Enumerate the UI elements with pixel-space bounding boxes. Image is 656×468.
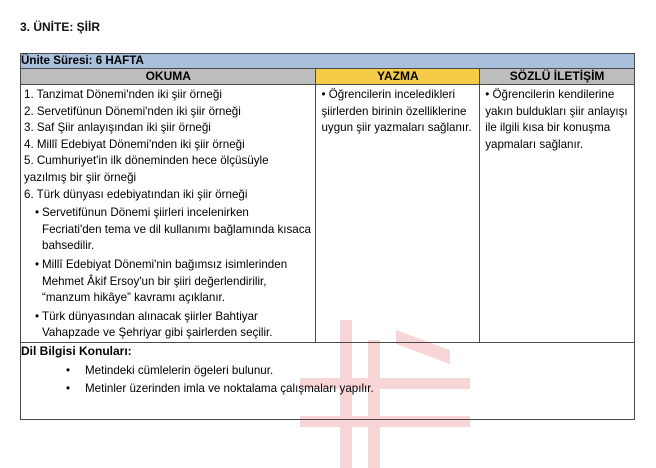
bullet-icon: • <box>35 206 40 220</box>
okuma-item <box>24 187 311 342</box>
unit-title: 3. ÜNİTE: ŞİİR <box>20 20 101 34</box>
sozlu-cell <box>480 85 635 343</box>
grammar-list <box>21 363 634 398</box>
grammar-cell <box>21 342 635 419</box>
okuma-sub-item-text: Millî Edebiyat Dönemi'nin bağımsız isimlerinden Mehmet Âkif Ersoy'un bir şiiri değerlendirilir, “manzum hikâye” kavramı açıklanır. <box>42 257 288 305</box>
unit-plan-table <box>20 53 635 420</box>
okuma-item: 5. Cumhuriyet'in ilk döneminden hece ölçüsüyle yazılmış bir şiir örneği <box>24 154 269 184</box>
bullet-icon: • <box>35 309 40 323</box>
okuma-list <box>21 85 315 342</box>
yazma-text: • Öğrencilerin inceledikleri şiirlerden birinin özelliklerine uygun şiir yazmaları sağlanır. <box>321 88 472 135</box>
header-sozlu: SÖZLÜ İLETİŞİM <box>480 69 635 85</box>
okuma-sub-item-text: Türk dünyasından alınacak şiirler Bahtiyar Vahapzade ve Şehriyar gibi şairlerden seçilir. <box>42 309 273 340</box>
grammar-item-text: Metindeki cümlelerin ögeleri bulunur. <box>85 363 274 377</box>
okuma-item: 4. Millî Edebiyat Dönemi'nden iki şiir örneği <box>24 137 245 151</box>
grammar-item-text: Metinler üzerinden imla ve noktalama çalışmaları yapılır. <box>85 382 374 396</box>
okuma-cell <box>21 85 316 343</box>
sozlu-text: • Öğrencilerin kendilerine yakın buldukları şiir anlayışı ile ilgili kısa bir konuşma yapmaları sağlanır. <box>485 88 628 151</box>
header-yazma: YAZMA <box>316 69 480 85</box>
duration-row <box>21 54 635 69</box>
okuma-item-text: 6. Türk dünyası edebiyatından iki şiir örneği <box>24 187 248 201</box>
grammar-title: Dil Bilgisi Konuları: <box>21 343 132 358</box>
okuma-sub-item <box>35 309 311 342</box>
yazma-cell <box>316 85 480 343</box>
okuma-item: 2. Servetifünun Dönemi'nden iki şiir örneği <box>24 104 241 118</box>
grammar-item <box>66 363 634 380</box>
okuma-sub-item <box>35 205 311 255</box>
okuma-item: 3. Saf Şiir anlayışından iki şiir örneği <box>24 121 211 135</box>
okuma-sub-item <box>35 257 311 307</box>
grammar-item <box>66 381 634 398</box>
unit-duration: Ünite Süresi: 6 HAFTA <box>21 54 635 69</box>
header-row <box>21 69 635 85</box>
okuma-sub-list <box>24 205 311 342</box>
bullet-icon: • <box>66 382 71 396</box>
header-okuma: OKUMA <box>21 69 316 85</box>
grammar-row <box>21 342 635 419</box>
okuma-item: 1. Tanzimat Dönemi'nden iki şiir örneği <box>24 88 222 101</box>
content-row <box>21 85 635 343</box>
bullet-icon: • <box>66 363 71 377</box>
bullet-icon: • <box>35 257 40 271</box>
okuma-sub-item-text: Servetifünun Dönemi şiirleri incelenirken Fecriati'den tema ve dil kullanımı bağlamında kısaca bahsedilir. <box>42 206 311 253</box>
